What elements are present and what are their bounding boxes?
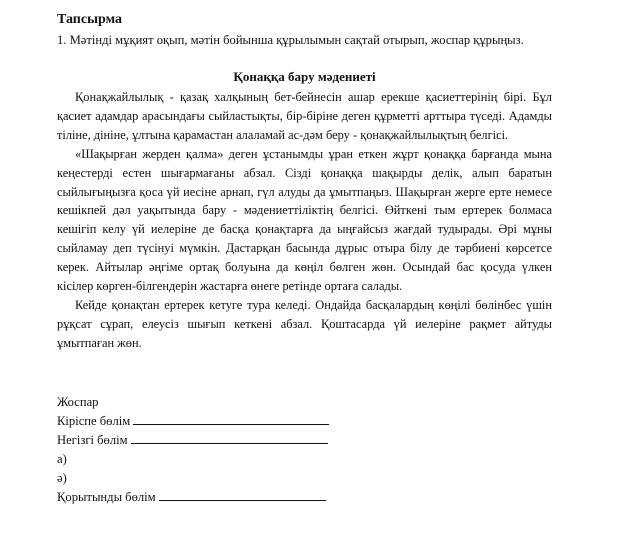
plan-intro-row: [57, 412, 329, 431]
text-body: [57, 88, 552, 353]
plan-intro-label: Кіріспе бөлім: [57, 414, 131, 429]
task-instruction: 1. Мәтінді мұқият оқып, мәтін бойынша құрылымын сақтай отырып, жоспар құрыңыз.: [57, 33, 524, 47]
plan-conclusion-label: Қорытынды бөлім: [57, 490, 156, 505]
plan-conclusion-row: [57, 488, 329, 507]
paragraph-2: «Шақырған жерден қалма» деген ұстанымды ұран еткен жұрт қонаққа барғанда мына кеңестерді естен шығармағаны абзал. Сізді қонаққа шақырды делік, алып баратын сыйлығыңызға қоса үй иесіне арнап, гүл алуды да ұмытпаңыз. Шақырған жерге ерте немесе кешікпей дәл уақытында бару - мәдениеттіліктің белгісі. Өйткені тым ертерек болмаса кешігіп келу үй иелеріне де басқа қонақтарға да ыңғайсыз жағдай тудырады. Әрі мұны сыйламау деп түсінуі мүмкін. Дастарқан басында дұрыс отыра білу де тәрбиені көрсетсе керек. Айтылар әңгіме ортақ болуына да көңіл бөлген жөн. Осындай бас қосуда үлкен кісілер көрген-білгендерін жастарға өнеге ретінде ортаға салады.: [57, 146, 552, 294]
plan-heading: Жоспар: [57, 395, 99, 409]
task-title: Тапсырма: [57, 12, 123, 27]
paragraph-3: Кейде қонақтан ертерек кетуге тура келеді. Ондайда басқалардың көңілі бөлінбес үшін рұқсат сұрап, елеусіз шығып кеткені абзал. Қоштасарда үй иелеріне рақмет айтуды ұмытпаған жөн.: [57, 297, 552, 350]
plan-item-b: ә): [57, 471, 67, 486]
plan-item-a: а): [57, 452, 67, 467]
conclusion-answer-line[interactable]: [159, 488, 326, 501]
main-answer-line[interactable]: [131, 431, 328, 444]
plan-main-label: Негізгі бөлім: [57, 433, 128, 448]
plan-section: [57, 393, 329, 508]
paragraph-1: Қонақжайлылық - қазақ халқының бет-бейнесін ашар ерекше қасиеттерінің бірі. Бұл қасиет адамдар арасындағы сыйластықты, бір-біріне деген құрметті арттыра түседі. Адамды тіліне, дініне, ұлтына қарамастан алаламай ас-дәм беру - қонақжайлылықтың белгісі.: [57, 90, 552, 142]
plan-main-row: [57, 431, 329, 450]
text-title: Қонаққа бару мәдениеті: [233, 69, 376, 84]
intro-answer-line[interactable]: [133, 412, 329, 425]
